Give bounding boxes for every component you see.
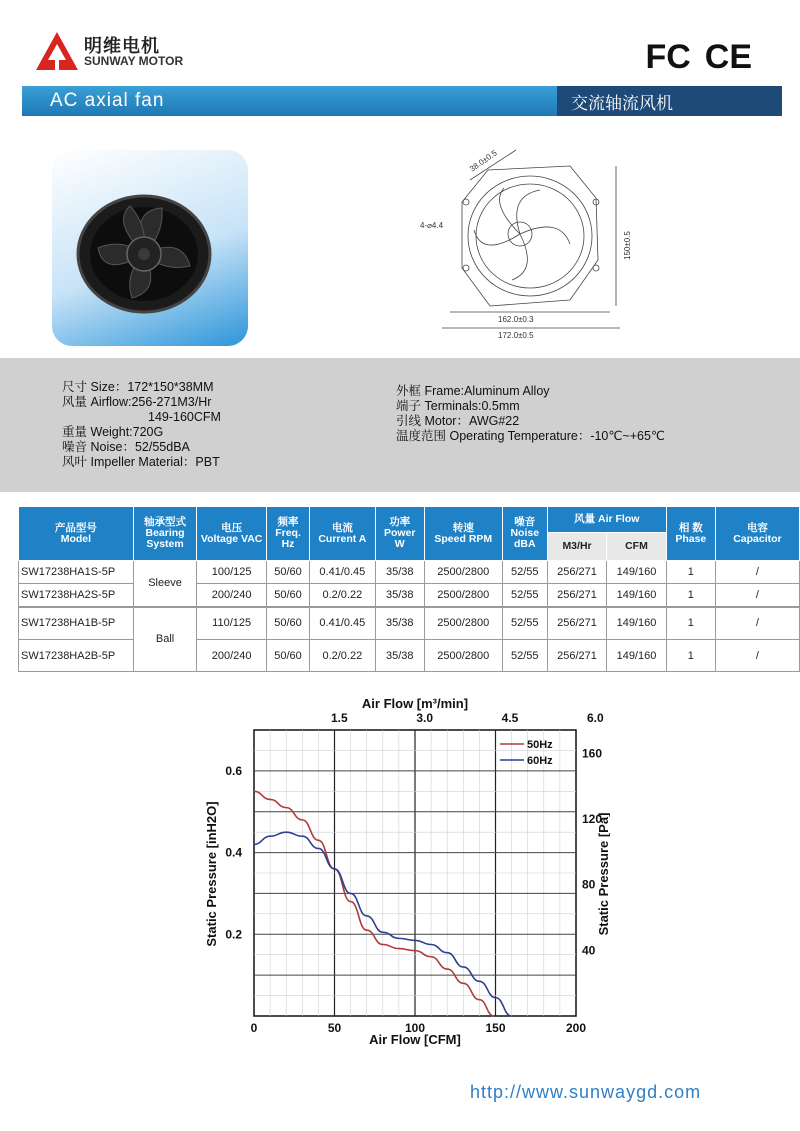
performance-chart xyxy=(190,694,610,1054)
spec-size: 尺寸 Size：172*150*38MM xyxy=(62,380,214,394)
top-tick-label: 6.0 xyxy=(586,711,604,725)
th-phase: 相 数 Phase xyxy=(666,507,715,561)
top-tick-label: 1.5 xyxy=(330,711,348,725)
dim-depth: 38.0±0.5 xyxy=(467,148,499,174)
sunway-logo-icon xyxy=(36,32,78,70)
x-axis-label: Air Flow [CFM] xyxy=(369,1032,461,1047)
y-axis-label-right: Static Pressure [Pa] xyxy=(596,812,610,936)
spec-list-left xyxy=(62,380,221,470)
top-tick-label: 3.0 xyxy=(416,711,434,725)
x-tick-label: 0 xyxy=(250,1021,258,1035)
spec-weight: 重量 Weight:720G xyxy=(62,425,164,439)
spec-frame: 外框 Frame:Aluminum Alloy xyxy=(396,384,550,398)
brand-name-cn: 明维电机 xyxy=(84,36,160,57)
product-photo xyxy=(52,150,248,346)
x-tick-label: 100 xyxy=(404,1021,426,1035)
legend-60hz-label: 60Hz xyxy=(527,755,553,767)
legend-50hz-label: 50Hz xyxy=(527,739,553,751)
th-m3hr: M3/Hr xyxy=(547,533,606,561)
y-tick-label: 0.6 xyxy=(225,763,242,778)
top-tick-label: 4.5 xyxy=(501,711,519,725)
dim-width-inner: 162.0±0.3 xyxy=(498,315,534,324)
th-speed: 转速 Speed RPM xyxy=(424,507,502,561)
th-airflow: 风量 Air Flow xyxy=(547,507,666,533)
x-tick-label: 200 xyxy=(565,1021,587,1035)
fc-mark: FC xyxy=(645,38,691,76)
product-title-cn: 交流轴流风机 xyxy=(557,86,782,116)
bearing-ball: Ball xyxy=(133,607,197,672)
bearing-sleeve: Sleeve xyxy=(133,561,197,607)
ce-mark: CE xyxy=(704,38,752,76)
th-model: 产品型号 Model xyxy=(19,507,134,561)
spec-airflow-cfm: 149-160CFM xyxy=(148,410,221,424)
x-tick-label: 50 xyxy=(327,1021,342,1035)
certification-marks xyxy=(645,40,752,74)
right-tick-label: 80 xyxy=(582,877,596,892)
product-title-bar xyxy=(22,86,782,116)
th-current: 电流 Current A xyxy=(310,507,376,561)
fan-outline-diagram xyxy=(420,140,650,350)
x-tick-label: 150 xyxy=(485,1021,506,1035)
right-tick-label: 40 xyxy=(582,943,596,958)
spec-temperature: 温度范围 Operating Temperature：-10℃~+65℃ xyxy=(396,429,665,443)
th-voltage: 电压 Voltage VAC xyxy=(197,507,267,561)
spec-panel xyxy=(0,358,800,492)
chart-title: Air Flow [m³/min] xyxy=(361,696,469,711)
table-row: SW17238HA1B-5P Ball 110/125 50/60 0.41/0.45 35/38 2500/2800 52/55 256/271 149/160 1 / xyxy=(19,607,800,640)
y-axis-label: Static Pressure [inH2O] xyxy=(204,801,219,947)
th-cfm: CFM xyxy=(607,533,666,561)
dim-width-outer: 172.0±0.5 xyxy=(498,331,534,340)
spec-terminals: 端子 Terminals:0.5mm xyxy=(396,399,520,413)
technical-drawing xyxy=(420,140,650,350)
table-row: SW17238HA2B-5P 200/240 50/60 0.2/0.22 35/38 2500/2800 52/55 256/271 149/160 1 / xyxy=(19,640,800,672)
brand-logo xyxy=(36,30,186,74)
y-tick-label: 0.2 xyxy=(225,927,242,942)
right-tick-label: 160 xyxy=(582,746,603,761)
th-power: 功率 Power W xyxy=(375,507,424,561)
model-spec-table xyxy=(18,506,800,672)
dim-holes: 4-⌀4.4 xyxy=(420,221,444,230)
spec-motor-lead: 引线 Motor：AWG#22 xyxy=(396,414,520,428)
spec-impeller: 风叶 Impeller Material：PBT xyxy=(62,455,220,469)
th-capacitor: 电容 Capacitor xyxy=(715,507,799,561)
table-row: SW17238HA1S-5P Sleeve 100/125 50/60 0.41/0.45 35/38 2500/2800 52/55 256/271 149/160 1 / xyxy=(19,561,800,584)
dim-height: 150±0.5 xyxy=(623,231,632,260)
website-link[interactable]: http://www.sunwaygd.com xyxy=(470,1082,702,1102)
th-freq: 频率 Freq. Hz xyxy=(267,507,310,561)
product-title-en: AC axial fan xyxy=(50,90,165,111)
fan-photo-icon xyxy=(52,150,248,346)
spec-noise: 噪音 Noise：52/55dBA xyxy=(62,440,190,454)
y-tick-label: 0.4 xyxy=(225,845,242,860)
spec-airflow: 风量 Airflow:256-271M3/Hr xyxy=(62,395,212,409)
th-bearing: 轴承型式 Bearing System xyxy=(133,507,197,561)
right-tick-label: 120 xyxy=(582,812,603,827)
brand-name-en: SUNWAY MOTOR xyxy=(84,54,184,68)
table-row: SW17238HA2S-5P 200/240 50/60 0.2/0.22 35/38 2500/2800 52/55 256/271 149/160 1 / xyxy=(19,584,800,607)
th-noise: 噪音 Noise dBA xyxy=(502,507,547,561)
spec-list-right xyxy=(396,384,665,444)
pq-curve-chart xyxy=(190,694,610,1054)
